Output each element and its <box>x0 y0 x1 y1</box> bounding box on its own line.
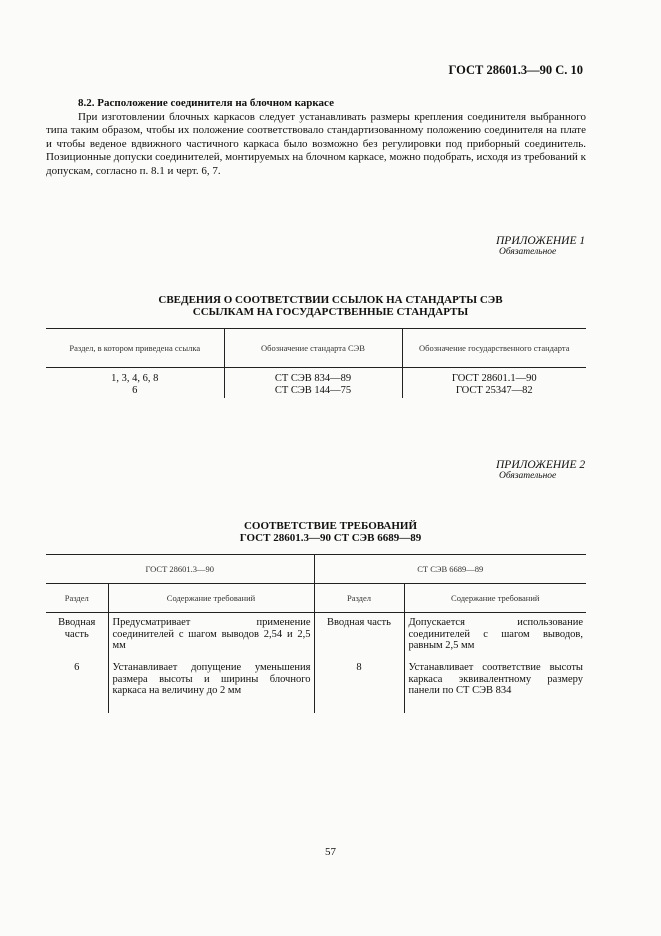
cell-line: 6 <box>132 385 138 396</box>
column-header: Обозначение стандарта СЭВ <box>224 329 402 368</box>
appendix-2-status: Обязательное <box>499 471 557 481</box>
section-paragraph: При изготовлении блочных каркасов следует устанавливать размеры крепления соединителя выбранного типа таким образом, чтобы их положение соответствовало стандартизованному положению соединителя на плате и чтобы веденое вдвижного частичного каркаса было возможно без регулировки под приборный соединитель. Позиционные допуски соединителей, монтируемых на блочном каркасе, можно подобрать, исходя из требований к допускам, согласно п. 8.1 и черт. 6, 7. <box>46 111 586 177</box>
cell-line: ГОСТ 28601.1—90 <box>451 373 537 384</box>
table-row <box>46 613 586 659</box>
page-number: 57 <box>325 846 336 858</box>
table-cell: Допускается использование соединителей с шагом выводов, равным 2,5 мм <box>404 613 586 659</box>
table-cell <box>402 368 586 399</box>
table-row <box>46 658 586 713</box>
standards-reference-table <box>46 328 586 398</box>
table-cell: 6 <box>74 662 80 673</box>
appendix-1-title-line2: ССЫЛКАМ НА ГОСУДАРСТВЕННЫЕ СТАНДАРТЫ <box>192 306 469 318</box>
section-title: 8.2. Расположение соединителя на блочном каркасе <box>78 97 334 109</box>
group-header-st-sev: СТ СЭВ 6689—89 <box>314 555 586 584</box>
column-header: Содержание требований <box>404 584 586 613</box>
column-header: Обозначение государственного стандарта <box>402 329 586 368</box>
table-cell: 8 <box>314 658 404 713</box>
group-header-gost: ГОСТ 28601.3—90 <box>46 555 314 584</box>
appendix-1-status: Обязательное <box>499 247 557 257</box>
appendix-2-title-line2: ГОСТ 28601.3—90 СТ СЭВ 6689—89 <box>239 532 422 544</box>
table-cell: Устанавливает соответствие высоты каркаса эквивалентному размеру панели по СТ СЭВ 834 <box>404 658 586 713</box>
table-cell <box>46 368 224 399</box>
column-header: Раздел, в котором приведена ссылка <box>46 329 224 368</box>
cell-line: 1, 3, 4, 6, 8 <box>111 373 159 384</box>
column-header: Раздел <box>314 584 404 613</box>
requirements-comparison-table <box>46 554 586 713</box>
table-row <box>46 368 586 399</box>
page-header: ГОСТ 28601.3—90 С. 10 <box>448 63 583 77</box>
appendix-1-title-line1: СВЕДЕНИЯ О СООТВЕТСТВИИ ССЫЛОК НА СТАНДАРТЫ СЭВ <box>158 294 503 306</box>
appendix-1-label: ПРИЛОЖЕНИЕ 1 <box>496 235 586 247</box>
appendix-2-label: ПРИЛОЖЕНИЕ 2 <box>496 459 586 471</box>
table-cell: Устанавливает допущение уменьшения размера высоты и ширины блочного каркаса на величину до 2 мм <box>108 658 314 713</box>
column-header: Раздел <box>46 584 108 613</box>
cell-line: СТ СЭВ 834—89 <box>274 373 352 384</box>
column-header: Содержание требований <box>108 584 314 613</box>
cell-line: СТ СЭВ 144—75 <box>274 385 352 396</box>
cell-line: ГОСТ 25347—82 <box>455 385 533 396</box>
table-cell: Вводная часть <box>314 613 404 659</box>
table-cell: Предусматривает применение соединителей с шагом выводов 2,54 и 2,5 мм <box>108 613 314 659</box>
appendix-2-title-line1: СООТВЕТСТВИЕ ТРЕБОВАНИЙ <box>243 520 418 532</box>
table-cell: Вводная часть <box>58 617 96 640</box>
table-cell <box>224 368 402 399</box>
